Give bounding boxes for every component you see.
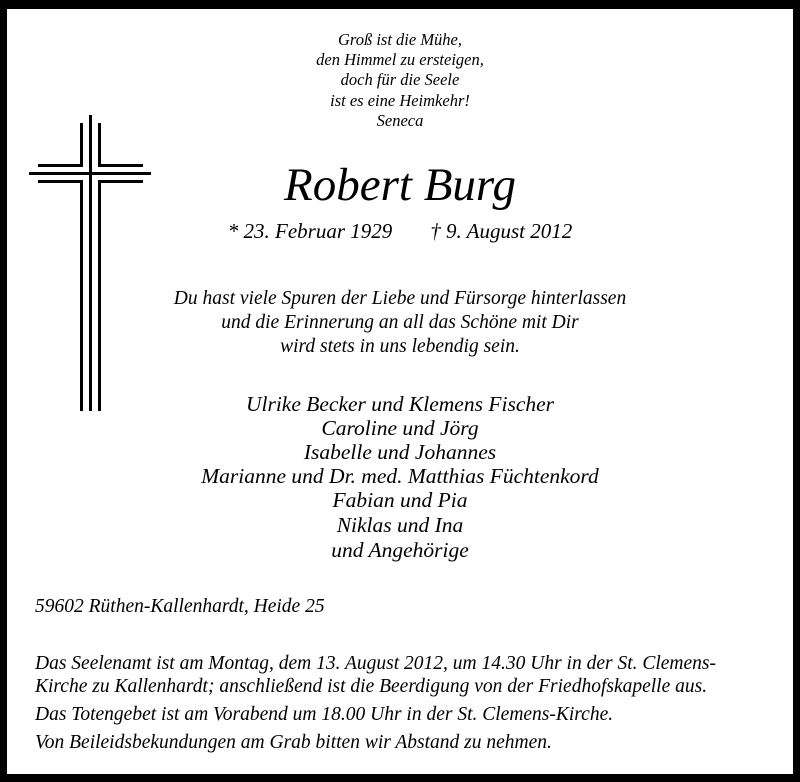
quote-line: Groß ist die Mühe, [337,30,463,49]
mourner: Ulrike Becker und Klemens Fischer [245,392,555,416]
mourner: Caroline und Jörg [321,416,479,440]
mourner: Isabelle und Johannes [303,440,497,464]
quote-line: ist es eine Heimkehr! [330,91,470,110]
quote-author: Seneca [376,111,424,130]
message-line: und die Erinnerung an all das Schöne mit Dir [221,312,579,333]
death-date: † 9. August 2012 [430,219,573,243]
note-line: Das Seelenamt ist am Montag, dem 13. August 2012, um 14.30 Uhr in der St. Clemens- [35,653,717,674]
message-line: Du hast viele Spuren der Liebe und Fürsorge hinterlassen [173,288,627,309]
deceased-name: Robert Burg [284,159,516,211]
mourner: Niklas und Ina [336,513,464,537]
life-dates [0,221,800,242]
note-line: Das Totengebet ist am Vorabend um 18.00 Uhr in der St. Clemens-Kirche. [35,704,614,725]
mourner: Fabian und Pia [332,488,468,512]
quote-line: den Himmel zu ersteigen, [316,50,484,69]
mourner: Marianne und Dr. med. Matthias Füchtenkord [201,464,599,488]
message-line: wird stets in uns lebendig sein. [280,336,520,357]
note-line: Von Beileidsbekundungen am Grab bitten wir Abstand zu nehmen. [35,732,552,753]
mourner: und Angehörige [331,538,469,562]
quote-line: doch für die Seele [340,70,460,89]
note-line: Kirche zu Kallenhardt; anschließend ist die Beerdigung von der Friedhofskapelle aus. [35,676,708,697]
address: 59602 Rüthen-Kallenhardt, Heide 25 [35,596,325,617]
birth-date: * 23. Februar 1929 [227,219,393,243]
